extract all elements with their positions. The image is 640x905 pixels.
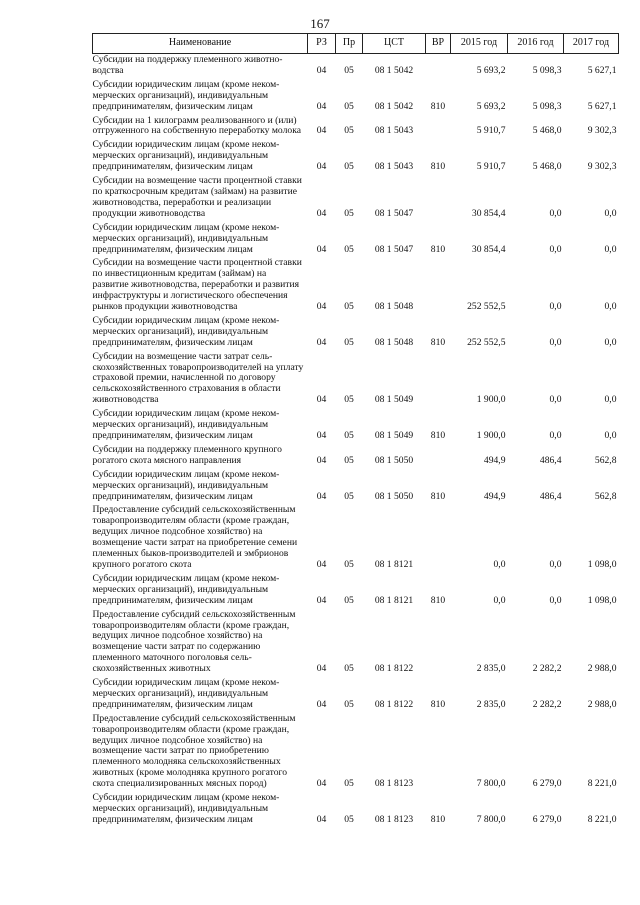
row-2015-cell: 494,9 <box>483 454 506 466</box>
row-2016-cell: 5 098,3 <box>532 100 562 112</box>
row-name-cell: Субсидии на поддержку племенного животноводства <box>92 54 283 76</box>
row-rz-cell: 04 <box>316 64 327 76</box>
table-row <box>93 444 619 469</box>
row-pr-cell: 05 <box>344 64 354 76</box>
page-number: 167 <box>310 16 330 31</box>
row-2015-cell: 252 552,5 <box>467 336 506 348</box>
row-vr-cell: 810 <box>430 430 446 441</box>
row-2016-cell: 0,0 <box>549 558 562 570</box>
row-name-cell: Предоставление субсидий сельскохозяйственным товаропроизводителям области (кроме граждан, ведущих личное подсобное хозяйство) на возмещение части затрат по содержанию племенного маточного поголовья сельскохозяйственных животных <box>92 608 296 675</box>
row-rz-cell: 04 <box>316 336 327 348</box>
row-pr-cell: 05 <box>344 430 354 441</box>
table-row <box>93 713 619 792</box>
row-2016-cell: 5 468,0 <box>532 125 562 137</box>
row-vr-cell: 810 <box>430 336 446 348</box>
row-rz-cell: 04 <box>316 100 327 112</box>
row-name-cell: Субсидии на поддержку племенного крупного рогатого скота мясного направления <box>92 443 282 466</box>
table-row <box>93 504 619 572</box>
row-cst-cell: 08 1 5042 <box>374 64 414 76</box>
row-2016-cell: 486,4 <box>539 490 562 502</box>
table-row <box>93 573 619 609</box>
row-pr-cell: 05 <box>344 698 354 710</box>
row-2016-cell: 6 279,0 <box>532 778 562 790</box>
row-pr-cell: 05 <box>344 243 354 255</box>
row-2017-cell: 0,0 <box>604 301 617 313</box>
row-2016-cell: 486,4 <box>539 454 562 466</box>
row-2017-cell: 562,8 <box>594 490 617 502</box>
table-row <box>93 222 619 258</box>
row-rz-cell: 04 <box>316 778 327 790</box>
table-row <box>93 408 619 444</box>
row-2015-cell: 1 900,0 <box>476 394 506 406</box>
row-2016-cell: 0,0 <box>549 243 562 255</box>
row-cst-cell: 08 1 8123 <box>374 778 414 790</box>
row-cst-cell: 08 1 8121 <box>374 594 414 606</box>
row-2017-cell: 0,0 <box>604 207 617 219</box>
table-row <box>93 175 619 222</box>
row-2017-cell: 9 302,3 <box>587 125 617 137</box>
row-2015-cell: 7 800,0 <box>476 813 506 825</box>
row-name-cell: Субсидии юридическим лицам (кроме некоммерческих организаций), индивидуальным предпринимателям, физическим лицам <box>92 677 280 710</box>
row-cst-cell: 08 1 8122 <box>374 698 414 710</box>
row-vr-cell <box>426 713 451 792</box>
row-vr-cell: 810 <box>430 813 446 825</box>
row-cst-cell: 08 1 5048 <box>374 336 414 348</box>
header-vr: ВР <box>426 34 451 54</box>
row-2016-cell: 0,0 <box>549 430 562 441</box>
row-2017-cell: 1 098,0 <box>587 558 617 570</box>
row-pr-cell: 05 <box>344 301 354 313</box>
table-row <box>93 54 619 79</box>
row-rz-cell: 04 <box>316 125 327 137</box>
row-rz-cell: 04 <box>316 454 327 466</box>
row-2017-cell: 8 221,0 <box>587 813 617 825</box>
row-name-cell: Субсидии на возмещение части процентной ставки по краткосрочным кредитам (займам) на развитие животноводства, переработки и реализации продукции животноводства <box>92 175 302 219</box>
row-2015-cell: 2 835,0 <box>476 663 506 675</box>
row-2016-cell: 2 282,2 <box>532 698 562 710</box>
table-row <box>93 257 619 315</box>
row-name-cell: Субсидии юридическим лицам (кроме некоммерческих организаций), индивидуальным предпринимателям, физическим лицам <box>92 792 280 825</box>
row-name-cell: Предоставление субсидий сельскохозяйственным товаропроизводителям области (кроме граждан, ведущих личное подсобное хозяйство) на возмещение части затрат по приобретению племенного молодняка сельскохозяйственных животных (кроме молодняка крупного рогатого скота специализированных мясных пород) <box>92 712 296 790</box>
row-pr-cell: 05 <box>344 161 354 173</box>
row-cst-cell: 08 1 5043 <box>374 125 414 137</box>
row-vr-cell <box>426 504 451 572</box>
row-vr-cell: 810 <box>430 490 446 502</box>
row-2015-cell: 30 854,4 <box>471 207 506 219</box>
row-pr-cell: 05 <box>344 394 354 406</box>
row-rz-cell: 04 <box>316 594 327 606</box>
row-2017-cell: 8 221,0 <box>587 778 617 790</box>
row-name-cell: Субсидии юридическим лицам (кроме некоммерческих организаций), индивидуальным предпринимателям, физическим лицам <box>92 314 280 348</box>
header-name: Наименование <box>93 34 308 54</box>
row-cst-cell: 08 1 5043 <box>374 161 414 173</box>
row-cst-cell: 08 1 5042 <box>374 100 414 112</box>
row-vr-cell: 810 <box>430 161 446 173</box>
row-pr-cell: 05 <box>344 813 354 825</box>
row-name-cell: Субсидии юридическим лицам (кроме некоммерческих организаций), индивидуальным предпринимателям, физическим лицам <box>92 78 280 112</box>
row-2017-cell: 5 627,1 <box>587 100 617 112</box>
table-row <box>93 351 619 409</box>
row-rz-cell: 04 <box>316 813 327 825</box>
row-2015-cell: 0,0 <box>493 594 506 606</box>
row-2015-cell: 5 910,7 <box>476 161 506 173</box>
row-rz-cell: 04 <box>316 490 327 502</box>
row-2015-cell: 1 900,0 <box>476 430 506 441</box>
row-2015-cell: 5 910,7 <box>476 125 506 137</box>
row-2017-cell: 2 988,0 <box>587 663 617 675</box>
row-name-cell: Субсидии юридическим лицам (кроме некоммерческих организаций), индивидуальным предпринимателям, физическим лицам <box>92 221 280 255</box>
row-name-cell: Субсидии юридическим лицам (кроме некоммерческих организаций), индивидуальным предпринимателям, физическим лицам <box>92 408 280 441</box>
row-rz-cell: 04 <box>316 301 327 313</box>
row-pr-cell: 05 <box>344 778 354 790</box>
row-vr-cell <box>426 54 451 79</box>
table-row <box>93 792 619 828</box>
row-2017-cell: 9 302,3 <box>587 161 617 173</box>
row-pr-cell: 05 <box>344 207 354 219</box>
row-rz-cell: 04 <box>316 698 327 710</box>
row-2017-cell: 0,0 <box>604 336 617 348</box>
row-2016-cell: 5 468,0 <box>532 161 562 173</box>
table-row <box>93 139 619 175</box>
row-vr-cell: 810 <box>430 100 446 112</box>
row-vr-cell: 810 <box>430 698 446 710</box>
row-pr-cell: 05 <box>344 558 354 570</box>
table-row <box>93 315 619 351</box>
table-row <box>93 677 619 713</box>
row-rz-cell: 04 <box>316 207 327 219</box>
row-pr-cell: 05 <box>344 100 354 112</box>
row-name-cell: Субсидии юридическим лицам (кроме некоммерческих организаций), индивидуальным предпринимателям, физическим лицам <box>92 468 280 502</box>
row-rz-cell: 04 <box>316 558 327 570</box>
table-row <box>93 469 619 505</box>
row-2017-cell: 1 098,0 <box>587 594 617 606</box>
row-2016-cell: 0,0 <box>549 207 562 219</box>
header-2015: 2015 год <box>451 34 508 54</box>
row-2016-cell: 2 282,2 <box>532 663 562 675</box>
table-header <box>93 34 619 54</box>
row-name-cell: Субсидии на 1 килограмм реализованного и (или) отгруженного на собственную переработку молока <box>92 114 301 137</box>
row-vr-cell: 810 <box>430 243 446 255</box>
row-2015-cell: 494,9 <box>483 490 506 502</box>
table-row <box>93 609 619 677</box>
row-cst-cell: 08 1 5047 <box>374 243 414 255</box>
row-cst-cell: 08 1 5049 <box>374 430 414 441</box>
row-name-cell: Предоставление субсидий сельскохозяйственным товаропроизводителям области (кроме граждан, ведущих личное подсобное хозяйство) на возмещение части затрат на приобретение семени племенных быков-производителей и эмбрионов крупного рогатого скота <box>92 504 298 570</box>
row-2017-cell: 562,8 <box>594 454 617 466</box>
row-2015-cell: 2 835,0 <box>476 698 506 710</box>
row-rz-cell: 04 <box>316 430 327 441</box>
row-2015-cell: 5 693,2 <box>476 100 506 112</box>
table-body <box>93 54 619 828</box>
row-2015-cell: 252 552,5 <box>467 301 506 313</box>
row-pr-cell: 05 <box>344 336 354 348</box>
row-vr-cell <box>426 444 451 469</box>
header-2017: 2017 год <box>564 34 619 54</box>
row-2017-cell: 0,0 <box>604 394 617 406</box>
row-pr-cell: 05 <box>344 663 354 675</box>
row-cst-cell: 08 1 5048 <box>374 301 414 313</box>
row-rz-cell: 04 <box>316 243 327 255</box>
row-name-cell: Субсидии на возмещение части процентной ставки по инвестиционным кредитам (займам) на развитие животноводства, переработки и развития инфраструктуры и логистического обеспечения рынков продукции животноводства <box>92 257 302 313</box>
row-2017-cell: 0,0 <box>604 243 617 255</box>
row-name-cell: Субсидии на возмещение части затрат сельскохозяйственных товаропроизводителей на уплату страховой премии, начисленной по договору сельскохозяйственного страхования в области животноводства <box>92 350 304 406</box>
header-cst: ЦСТ <box>363 34 426 54</box>
row-2016-cell: 6 279,0 <box>532 813 562 825</box>
row-2016-cell: 5 098,3 <box>532 64 562 76</box>
row-2015-cell: 5 693,2 <box>476 64 506 76</box>
row-rz-cell: 04 <box>316 161 327 173</box>
row-rz-cell: 04 <box>316 394 327 406</box>
row-vr-cell <box>426 257 451 315</box>
row-cst-cell: 08 1 5047 <box>374 207 414 219</box>
row-name-cell: Субсидии юридическим лицам (кроме некоммерческих организаций), индивидуальным предпринимателям, физическим лицам <box>92 572 280 606</box>
table-row <box>93 79 619 115</box>
row-cst-cell: 08 1 5050 <box>374 454 414 466</box>
row-cst-cell: 08 1 5049 <box>374 394 414 406</box>
row-pr-cell: 05 <box>344 454 354 466</box>
row-vr-cell <box>426 609 451 677</box>
table-row <box>93 115 619 140</box>
row-vr-cell <box>426 115 451 140</box>
row-2015-cell: 7 800,0 <box>476 778 506 790</box>
budget-table <box>92 33 619 828</box>
row-2016-cell: 0,0 <box>549 394 562 406</box>
header-pr: Пр <box>336 34 363 54</box>
row-cst-cell: 08 1 5050 <box>374 490 414 502</box>
row-2015-cell: 30 854,4 <box>471 243 506 255</box>
row-2015-cell: 0,0 <box>493 558 506 570</box>
row-cst-cell: 08 1 8121 <box>374 558 414 570</box>
row-2016-cell: 0,0 <box>549 594 562 606</box>
row-vr-cell <box>426 175 451 222</box>
row-2017-cell: 5 627,1 <box>587 64 617 76</box>
row-cst-cell: 08 1 8122 <box>374 663 414 675</box>
row-2017-cell: 2 988,0 <box>587 698 617 710</box>
row-vr-cell <box>426 351 451 409</box>
row-pr-cell: 05 <box>344 594 354 606</box>
row-2016-cell: 0,0 <box>549 336 562 348</box>
row-2017-cell: 0,0 <box>604 430 617 441</box>
row-pr-cell: 05 <box>344 490 354 502</box>
header-row <box>93 34 619 54</box>
header-2016: 2016 год <box>508 34 564 54</box>
row-vr-cell: 810 <box>430 594 446 606</box>
row-2016-cell: 0,0 <box>549 301 562 313</box>
row-cst-cell: 08 1 8123 <box>374 813 414 825</box>
header-rz: РЗ <box>308 34 336 54</box>
row-name-cell: Субсидии юридическим лицам (кроме некоммерческих организаций), индивидуальным предпринимателям, физическим лицам <box>92 139 280 173</box>
row-rz-cell: 04 <box>316 663 327 675</box>
row-pr-cell: 05 <box>344 125 354 137</box>
